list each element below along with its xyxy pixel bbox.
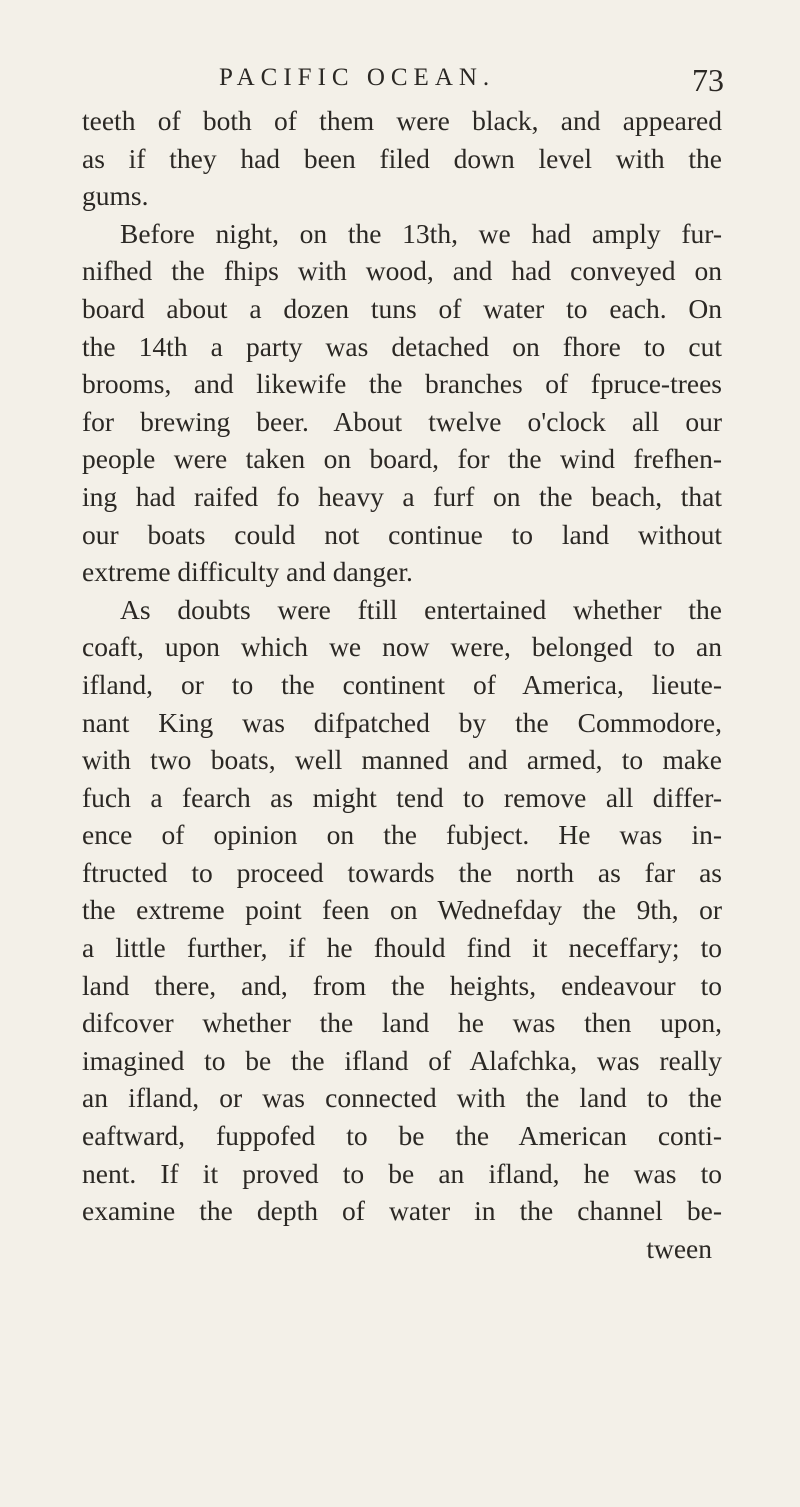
- text-line: ence of opinion on the fubject. He was in-: [82, 819, 722, 851]
- text-line: a little further, if he fhould find it neceffary; to: [82, 932, 722, 964]
- text-line: ftructed to proceed towards the north as far as: [82, 856, 722, 888]
- text-line: imagined to be the ifland of Alafchka, was really: [82, 1044, 722, 1076]
- text-line: coaft, upon which we now were, belonged to an: [82, 631, 722, 663]
- text-line: ifland, or to the continent of America, lieute-: [82, 668, 722, 700]
- text-line: our boats could not continue to land without: [82, 518, 722, 550]
- text-line: ing had raifed fo heavy a furf on the beach, that: [82, 480, 722, 512]
- text-line: with two boats, well manned and armed, to make: [82, 744, 722, 776]
- text-line: As doubts were ftill entertained whether the: [120, 593, 722, 625]
- text-line: teeth of both of them were black, and appeared: [82, 105, 722, 136]
- text-line: as if they had been filed down level with the: [82, 142, 722, 174]
- text-line: Before night, on the 13th, we had amply fur-: [120, 217, 722, 249]
- text-line: the extreme point feen on Wednefday the 9th, or: [82, 894, 722, 926]
- text-line: brooms, and likewife the branches of fpruce-trees: [82, 368, 722, 400]
- text-line: examine the depth of water in the channel be-: [82, 1195, 722, 1227]
- catchword: tween: [646, 1232, 712, 1264]
- text-line: fuch a fearch as might tend to remove all differ-: [82, 781, 722, 813]
- running-head-title: PACIFIC OCEAN.: [219, 64, 496, 91]
- text-line: board about a dozen tuns of water to each. On: [82, 292, 722, 324]
- text-line: extreme difficulty and danger.: [82, 556, 413, 588]
- text-line: people were taken on board, for the wind frefhen-: [82, 443, 722, 475]
- text-line: nant King was difpatched by the Commodore,: [82, 706, 722, 738]
- text-line: gums.: [82, 180, 149, 212]
- text-line: difcover whether the land he was then upon,: [82, 1007, 722, 1039]
- text-line: land there, and, from the heights, endeavour to: [82, 969, 722, 1001]
- running-head: [0, 58, 800, 98]
- text-line: for brewing beer. About twelve o'clock all our: [82, 405, 722, 437]
- text-line: nifhed the fhips with wood, and had conveyed on: [82, 255, 722, 287]
- text-line: nent. If it proved to be an ifland, he was to: [82, 1157, 722, 1189]
- text-line: the 14th a party was detached on fhore to cut: [82, 330, 722, 362]
- body-text: [82, 102, 722, 1267]
- text-line: an ifland, or was connected with the land to the: [82, 1082, 722, 1114]
- text-line: eaftward, fuppofed to be the American conti-: [82, 1120, 722, 1152]
- page-number: 73: [692, 62, 724, 98]
